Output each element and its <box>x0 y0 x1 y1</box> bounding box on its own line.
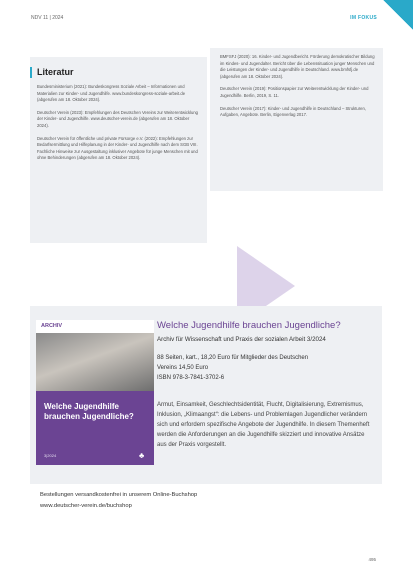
literature-title: Literatur <box>37 67 74 77</box>
literature-box-right <box>210 48 383 191</box>
promo-subtitle: Archiv für Wissenschaft und Praxis der sozialen Arbeit 3/2024 <box>157 336 326 343</box>
promo-description: Armut, Einsamkeit, Geschlechtsidentität, Flucht, Digitalisierung, Extremismus, Inklusion, „Klimaangst“: die Lebens- und Problemlagen Jugendlicher verändern sich und erfordern spezifische Angebote der Jugendhilfe. In diesem Themenheft werden die Anforderungen an die Jugendhilfe skizziert und innovative Ansätze aus der Praxis vorgestellt. <box>157 402 370 448</box>
order-link[interactable]: www.deutscher-verein.de/buchshop <box>40 503 132 509</box>
literature-accent-bar <box>30 67 32 78</box>
page-number: 495 <box>368 557 376 562</box>
reference-entry: Deutscher Verein (2017): Kinder- und Jugendhilfe in Deutschland – Strukturen, Aufgaben, Angebote. Berlin, Eigenverlag 2017. <box>220 105 366 118</box>
promo-info-line: Vereins 14,50 Euro <box>157 365 209 371</box>
reference-entry: Bundesministerium (2021): Bundeskongress Soziale Arbeit – Informationen und Materialien zur Kinder- und Jugendhilfe. www.bundeskongress-soziale-arbeit.de (abgerufen am 18. Oktober 2024). <box>37 84 186 103</box>
order-text: Bestellungen versandkostenfrei in unserem Online-Buchshop <box>40 492 198 498</box>
cover-title: Welche Jugendhilfe brauchen Jugendliche? <box>44 402 134 421</box>
cover-photo <box>36 333 154 391</box>
literature-box-left <box>30 57 207 243</box>
reference-entry: Deutscher Verein (2019): Positionspapier zur Weiterentwicklung der Kinder- und Jugendhilfe. Berlin, 2019, S. 11. <box>220 86 369 98</box>
corner-accent <box>383 0 413 30</box>
promo-title: Welche Jugendhilfe brauchen Jugendliche? <box>157 320 341 331</box>
reference-entry: BMFSFJ (2020): 16. Kinder- und Jugendbericht. Förderung demokratischer Bildung im Kindes- und Jugendalter. Bericht über die Lebenssituation junger Menschen und die Leistungen der Kinder- und Jugendhilfe in Deutschland. www.bmfsfj.de (abgerufen am 18. Oktober 2024). <box>220 54 375 79</box>
publisher-logo-icon: ♣ <box>139 451 145 460</box>
book-cover[interactable] <box>36 320 154 465</box>
cover-header <box>36 320 154 333</box>
reference-entry: Deutscher Verein für öffentliche und private Fürsorge e.V. (2022): Empfehlungen zur Bedarfsermittlung und Hilfeplanung in der Kinder- und Jugendhilfe nach dem SGB VIII. Fachliche Hinweise zur Ausgestaltung inklusiver Angebote für junge Menschen mit und ohne Behinderungen (abgerufen am 18. Oktober 2024). <box>37 135 198 161</box>
section-label: IM FOKUS <box>350 15 377 21</box>
order-info <box>40 490 197 512</box>
cover-brand: ARCHIV <box>41 323 63 329</box>
reference-entry: Deutscher Verein (2023): Empfehlungen des Deutschen Vereins zur Weiterentwicklung der Kinder- und Jugendhilfe. www.deutscher-verein.de (abgerufen am 18. Oktober 2024). <box>37 109 198 128</box>
cover-issue: 3|2024 <box>44 453 57 458</box>
issue-label: NDV 11 | 2024 <box>31 15 64 21</box>
promo-info <box>157 353 372 383</box>
promo-info-line: 88 Seiten, kart., 18,20 Euro für Mitglieder des Deutschen <box>157 355 309 361</box>
promo-info-line: ISBN 978-3-7841-3702-6 <box>157 375 225 381</box>
